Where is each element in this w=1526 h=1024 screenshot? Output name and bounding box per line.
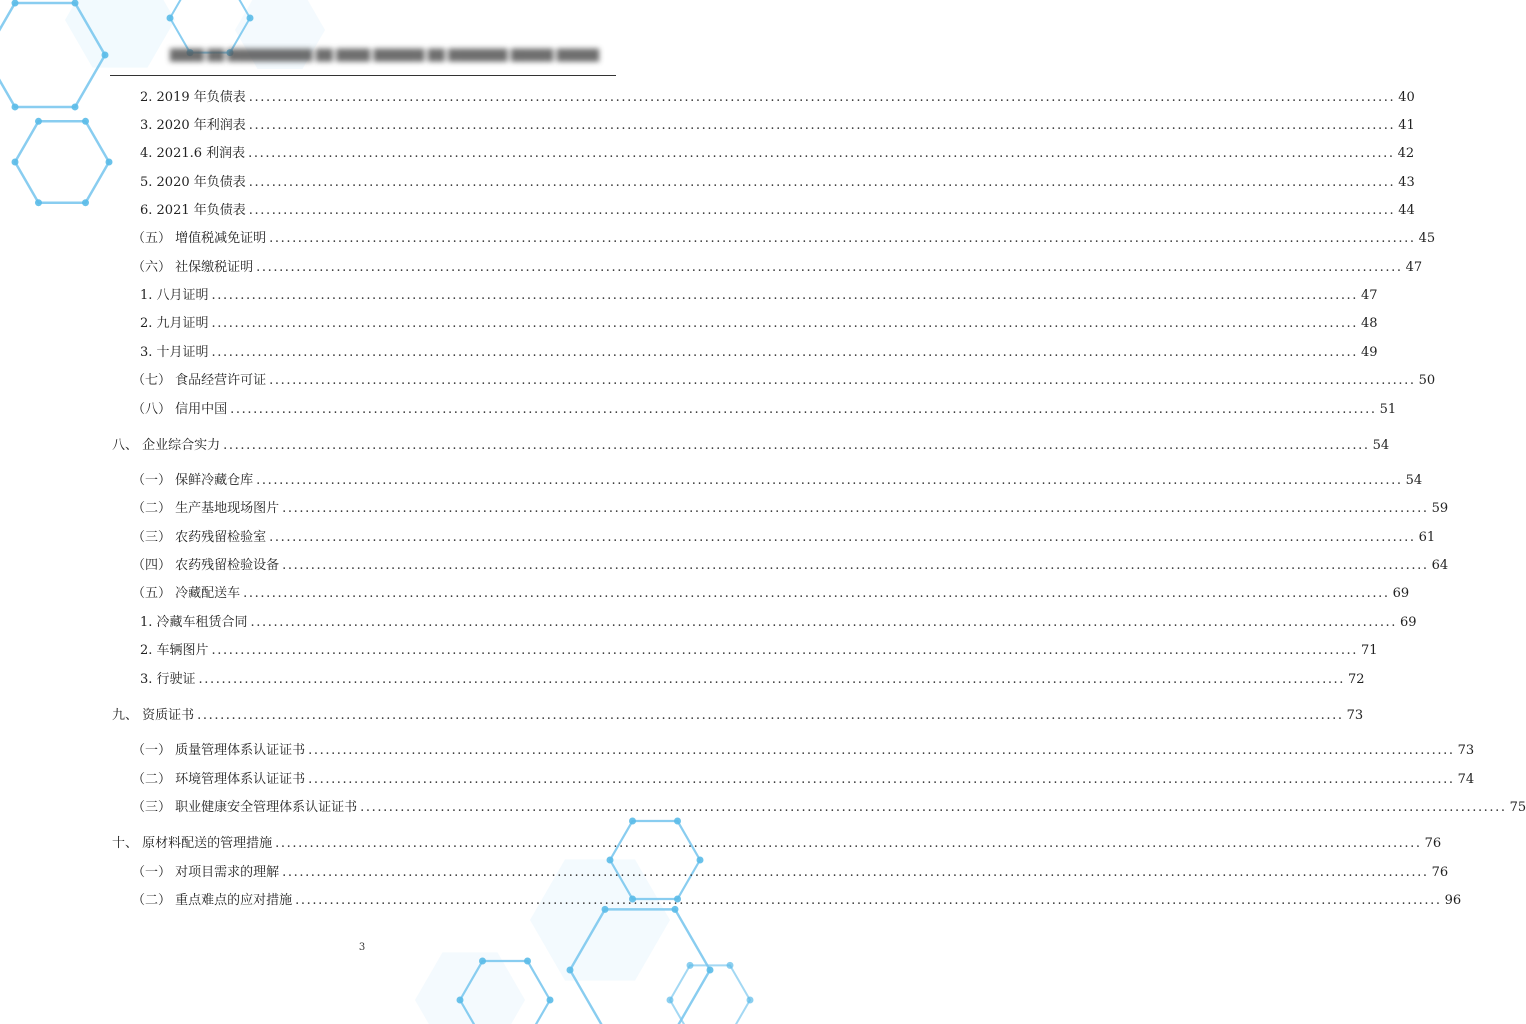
toc-entry-title: （三） 农药残留检验室	[132, 530, 267, 545]
toc-entry-page-number: 44	[1398, 203, 1415, 218]
toc-leader-dots: ........................................................................................................................................................................................................	[282, 501, 1429, 516]
toc-leader-dots: ........................................................................................................................................................................................................	[256, 473, 1403, 488]
toc-leader-dots: ........................................................................................................................................................................................................	[243, 586, 1390, 601]
toc-entry-page-number: 54	[1372, 438, 1390, 453]
toc-entry-title: （五） 冷藏配送车	[132, 586, 241, 601]
toc-entry-page-number: 61	[1418, 530, 1436, 545]
toc-entry[interactable]	[132, 400, 1397, 420]
toc-leader-dots: ........................................................................................................................................................................................................	[211, 316, 1359, 331]
toc-leader-dots: ........................................................................................................................................................................................................	[211, 643, 1359, 658]
toc-entry[interactable]	[140, 116, 1415, 136]
toc-leader-dots: ........................................................................................................................................................................................................	[248, 90, 1396, 105]
toc-entry-title: （七） 食品经营许可证	[132, 373, 267, 388]
toc-entry-page-number: 50	[1418, 373, 1436, 388]
toc-entry[interactable]	[140, 314, 1378, 334]
toc-entry[interactable]	[132, 863, 1449, 883]
toc-entry-title: 2. 2019 年负债表	[140, 90, 246, 105]
toc-entry-page-number: 96	[1444, 893, 1462, 908]
toc-entry-title: 1. 八月证明	[140, 288, 209, 303]
toc-entry-page-number: 41	[1398, 118, 1415, 133]
toc-entry-title: 6. 2021 年负债表	[140, 203, 246, 218]
toc-entry-page-number: 59	[1431, 501, 1449, 516]
toc-leader-dots: ........................................................................................................................................................................................................	[248, 118, 1396, 133]
toc-leader-dots: ........................................................................................................................................................................................................	[250, 615, 1398, 630]
toc-entry-title: 5. 2020 年负债表	[140, 175, 246, 190]
hexagon-node	[727, 962, 734, 969]
toc-entry[interactable]	[132, 258, 1423, 278]
toc-entry[interactable]	[132, 891, 1462, 911]
toc-entry-title: 3. 2020 年利润表	[140, 118, 246, 133]
running-header: ████ ██ ██████████ ██ ████ ██████ ██ ███████ █████ █████	[170, 49, 600, 62]
toc-entry-title: （二） 环境管理体系认证证书	[132, 772, 306, 787]
page-number: 3	[358, 942, 366, 953]
toc-leader-dots: ........................................................................................................................................................................................................	[275, 836, 1422, 851]
toc-entry[interactable]	[112, 834, 1442, 854]
toc-entry-page-number: 48	[1361, 316, 1378, 331]
toc-entry-page-number: 76	[1424, 836, 1442, 851]
toc-leader-dots: ........................................................................................................................................................................................................	[308, 743, 1455, 758]
toc-entry-title: （二） 生产基地现场图片	[132, 501, 280, 516]
toc-leader-dots: ........................................................................................................................................................................................................	[223, 438, 1370, 453]
toc-entry[interactable]	[140, 343, 1378, 363]
toc-entry-page-number: 74	[1457, 772, 1475, 787]
toc-entry[interactable]	[112, 436, 1390, 456]
toc-leader-dots: ........................................................................................................................................................................................................	[360, 800, 1507, 815]
toc-entry[interactable]	[140, 201, 1415, 221]
toc-entry[interactable]	[140, 670, 1365, 690]
toc-entry[interactable]	[132, 371, 1436, 391]
toc-entry[interactable]	[132, 229, 1436, 249]
toc-entry[interactable]	[132, 528, 1436, 548]
toc-leader-dots: ........................................................................................................................................................................................................	[256, 260, 1403, 275]
toc-entry[interactable]	[140, 641, 1378, 661]
toc-entry[interactable]	[140, 613, 1417, 633]
toc-entry[interactable]	[132, 499, 1449, 519]
toc-entry-page-number: 54	[1405, 473, 1423, 488]
toc-entry-page-number: 75	[1509, 800, 1526, 815]
toc-leader-dots: ........................................................................................................................................................................................................	[282, 558, 1429, 573]
toc-entry-title: 3. 行驶证	[140, 672, 196, 687]
toc-entry[interactable]	[132, 741, 1475, 761]
toc-entry-page-number: 42	[1397, 146, 1415, 161]
toc-leader-dots: ........................................................................................................................................................................................................	[248, 203, 1396, 218]
toc-entry[interactable]	[140, 144, 1415, 164]
toc-leader-dots: ........................................................................................................................................................................................................	[211, 288, 1359, 303]
toc-entry-title: 八、 企业综合实力	[112, 438, 221, 453]
toc-entry-title: 九、 资质证书	[112, 708, 195, 723]
toc-entry[interactable]	[132, 556, 1449, 576]
toc-entry-title: 2. 车辆图片	[140, 643, 209, 658]
toc-entry-title: （一） 对项目需求的理解	[132, 865, 280, 880]
toc-entry-title: （一） 保鲜冷藏仓库	[132, 473, 254, 488]
toc-entry-title: 十、 原材料配送的管理措施	[112, 836, 273, 851]
toc-leader-dots: ........................................................................................................................................................................................................	[248, 175, 1396, 190]
toc-entry-title: 2. 九月证明	[140, 316, 209, 331]
toc-entry-page-number: 51	[1379, 402, 1397, 417]
toc-leader-dots: ........................................................................................................................................................................................................	[197, 708, 1344, 723]
toc-entry-page-number: 69	[1392, 586, 1410, 601]
toc-entry-title: （六） 社保缴税证明	[132, 260, 254, 275]
toc-entry-page-number: 72	[1348, 672, 1365, 687]
toc-entry-title: （八） 信用中国	[132, 402, 228, 417]
toc-entry-page-number: 43	[1398, 175, 1415, 190]
toc-leader-dots: ........................................................................................................................................................................................................	[282, 865, 1429, 880]
toc-entry-title: 4. 2021.6 利润表	[140, 146, 246, 161]
toc-entry-page-number: 49	[1361, 345, 1378, 360]
toc-entry[interactable]	[132, 770, 1475, 790]
toc-leader-dots: ........................................................................................................................................................................................................	[230, 402, 1377, 417]
toc-entry[interactable]	[140, 88, 1415, 108]
toc-entry-title: （一） 质量管理体系认证证书	[132, 743, 306, 758]
toc-entry-title: （五） 增值税减免证明	[132, 231, 267, 246]
toc-entry-title: （四） 农药残留检验设备	[132, 558, 280, 573]
toc-leader-dots: ........................................................................................................................................................................................................	[308, 772, 1455, 787]
toc-leader-dots: ........................................................................................................................................................................................................	[248, 146, 1395, 161]
toc-entry-page-number: 64	[1431, 558, 1449, 573]
toc-leader-dots: ........................................................................................................................................................................................................	[295, 893, 1442, 908]
toc-leader-dots: ........................................................................................................................................................................................................	[269, 373, 1416, 388]
toc-entry-page-number: 45	[1418, 231, 1436, 246]
toc-entry[interactable]	[132, 584, 1410, 604]
toc-entry[interactable]	[132, 471, 1423, 491]
toc-entry-title: （二） 重点难点的应对措施	[132, 893, 293, 908]
toc-leader-dots: ........................................................................................................................................................................................................	[269, 231, 1416, 246]
toc-entry-page-number: 69	[1400, 615, 1417, 630]
toc-entry-page-number: 47	[1405, 260, 1423, 275]
toc-entry-title: 3. 十月证明	[140, 345, 209, 360]
toc-leader-dots: ........................................................................................................................................................................................................	[198, 672, 1346, 687]
hexagon-node	[747, 997, 754, 1004]
toc-entry[interactable]	[112, 706, 1364, 726]
toc-entry-page-number: 47	[1361, 288, 1378, 303]
toc-entry-title: 1. 冷藏车租赁合同	[140, 615, 248, 630]
toc-entry-page-number: 73	[1457, 743, 1475, 758]
toc-entry-page-number: 71	[1361, 643, 1378, 658]
toc-entry[interactable]	[140, 173, 1415, 193]
toc-entry-title: （三） 职业健康安全管理体系认证证书	[132, 800, 358, 815]
toc-leader-dots: ........................................................................................................................................................................................................	[211, 345, 1359, 360]
toc-entry-page-number: 73	[1346, 708, 1364, 723]
toc-leader-dots: ........................................................................................................................................................................................................	[269, 530, 1416, 545]
toc-entry-page-number: 40	[1398, 90, 1415, 105]
toc-entry[interactable]	[140, 286, 1378, 306]
toc-entry[interactable]	[132, 798, 1526, 818]
toc-entry-page-number: 76	[1431, 865, 1449, 880]
